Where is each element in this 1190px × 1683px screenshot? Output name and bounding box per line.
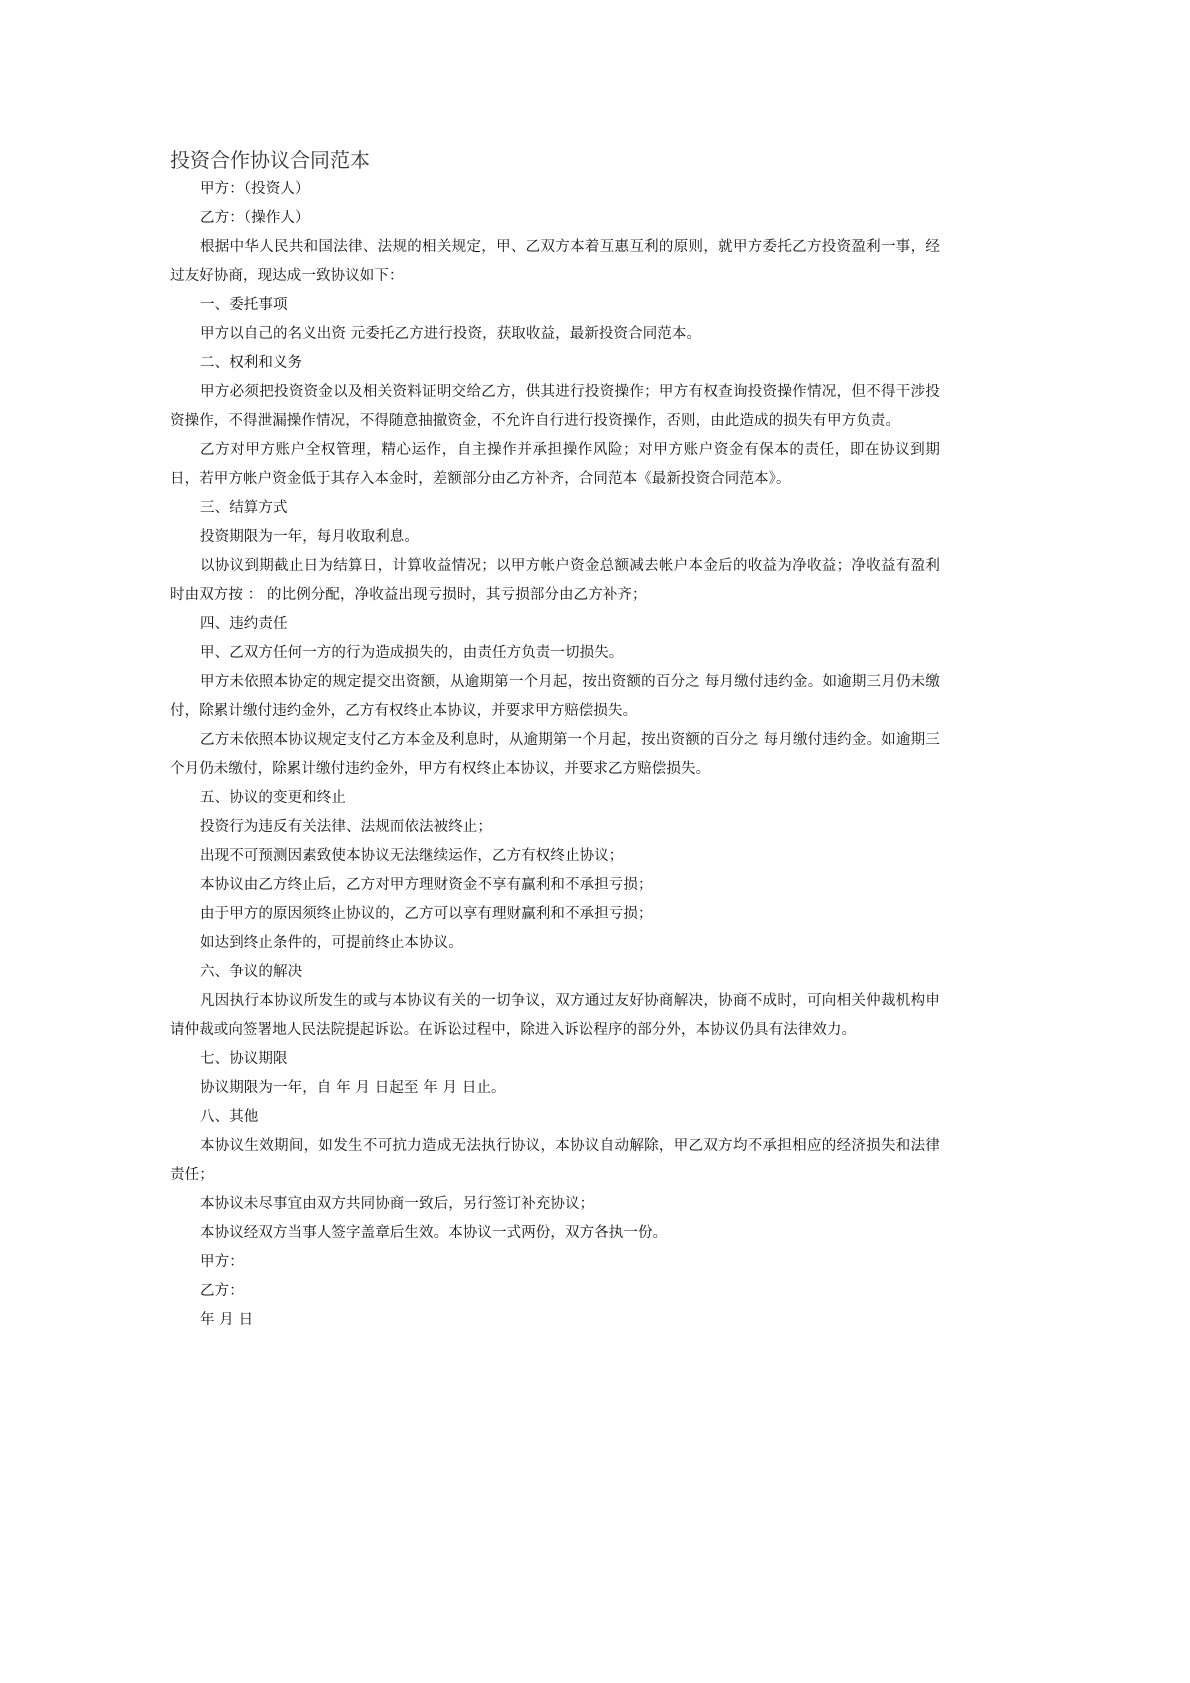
paragraph: 投资行为违反有关法律、法规而依法被终止； (200, 819, 492, 835)
paragraph: 甲方必须把投资资金以及相关资料证明交给乙方，供其进行投资操作；甲方有权查询投资操作情况，但不得干涉投资操作，不得泄漏操作情况，不得随意抽撤资金，不允许自行进行投资操作，否则，由此造成的损失有甲方负责。 (170, 384, 940, 429)
section-heading-7: 七、协议期限 (200, 1051, 288, 1067)
paragraph: 甲方未依照本协定的规定提交出资额，从逾期第一个月起，按出资额的百分之 每月缴付违约金。如逾期三月仍未缴付，除累计缴付违约金外，乙方有权终止本协议，并要求甲方赔偿损失。 (170, 674, 940, 719)
paragraph: 凡因执行本协议所发生的或与本协议有关的一切争议，双方通过友好协商解决，协商不成时，可向相关仲裁机构申请仲裁或向签署地人民法院提起诉讼。在诉讼过程中，除进入诉讼程序的部分外，本协议仍具有法律效力。 (170, 993, 940, 1038)
section-heading-6: 六、争议的解决 (200, 964, 303, 980)
paragraph: 出现不可预测因素致使本协议无法继续运作，乙方有权终止协议； (200, 848, 624, 864)
paragraph: 本协议由乙方终止后，乙方对甲方理财资金不享有赢利和不承担亏损； (200, 877, 653, 893)
paragraph: 由于甲方的原因须终止协议的，乙方可以享有理财赢利和不承担亏损； (200, 906, 653, 922)
document-page (170, 146, 940, 1335)
paragraph: 乙方未依照本协议规定支付乙方本金及利息时，从逾期第一个月起，按出资额的百分之 每月缴付违约金。如逾期三个月仍未缴付，除累计缴付违约金外，甲方有权终止本协议，并要求乙方赔偿损失。 (170, 732, 940, 777)
party-b-line: 乙方：（操作人） (200, 210, 310, 226)
section-heading-5: 五、协议的变更和终止 (200, 790, 346, 806)
section-heading-1: 一、委托事项 (200, 297, 288, 313)
paragraph: 协议期限为一年，自 年 月 日起至 年 月 日止。 (200, 1080, 506, 1096)
section-heading-4: 四、违约责任 (200, 616, 288, 632)
paragraph: 本协议生效期间，如发生不可抗力造成无法执行协议，本协议自动解除，甲乙双方均不承担相应的经济损失和法律责任； (170, 1138, 940, 1183)
signature-date: 年 月 日 (200, 1312, 254, 1328)
preamble-paragraph: 根据中华人民共和国法律、法规的相关规定，甲、乙双方本着互惠互利的原则，就甲方委托乙方投资盈利一事，经过友好协商，现达成一致协议如下： (170, 239, 940, 284)
paragraph: 如达到终止条件的，可提前终止本协议。 (200, 935, 463, 951)
section-heading-8: 八、其他 (200, 1109, 259, 1125)
paragraph: 投资期限为一年，每月收取利息。 (200, 529, 419, 545)
signature-party-a: 甲方： (200, 1254, 244, 1270)
paragraph: 本协议未尽事宜由双方共同协商一致后，另行签订补充协议； (200, 1196, 595, 1212)
paragraph: 甲、乙双方任何一方的行为造成损失的，由责任方负责一切损失。 (200, 645, 624, 661)
document-title: 投资合作协议合同范本 (170, 148, 370, 172)
paragraph: 乙方对甲方账户全权管理，精心运作，自主操作并承担操作风险；对甲方账户资金有保本的责任，即在协议到期日，若甲方帐户资金低于其存入本金时，差额部分由乙方补齐，合同范本《最新投资合同范本》。 (170, 442, 940, 487)
section-heading-3: 三、结算方式 (200, 500, 288, 516)
signature-party-b: 乙方： (200, 1283, 244, 1299)
paragraph: 甲方以自己的名义出资 元委托乙方进行投资，获取收益，最新投资合同范本。 (200, 326, 702, 342)
section-heading-2: 二、权利和义务 (200, 355, 303, 371)
paragraph: 以协议到期截止日为结算日，计算收益情况；以甲方帐户资金总额减去帐户本金后的收益为净收益；净收益有盈利时由双方按 ： 的比例分配，净收益出现亏损时，其亏损部分由乙方补齐； (170, 558, 940, 603)
paragraph: 本协议经双方当事人签字盖章后生效。本协议一式两份，双方各执一份。 (200, 1225, 668, 1241)
party-a-line: 甲方：（投资人） (200, 181, 310, 197)
